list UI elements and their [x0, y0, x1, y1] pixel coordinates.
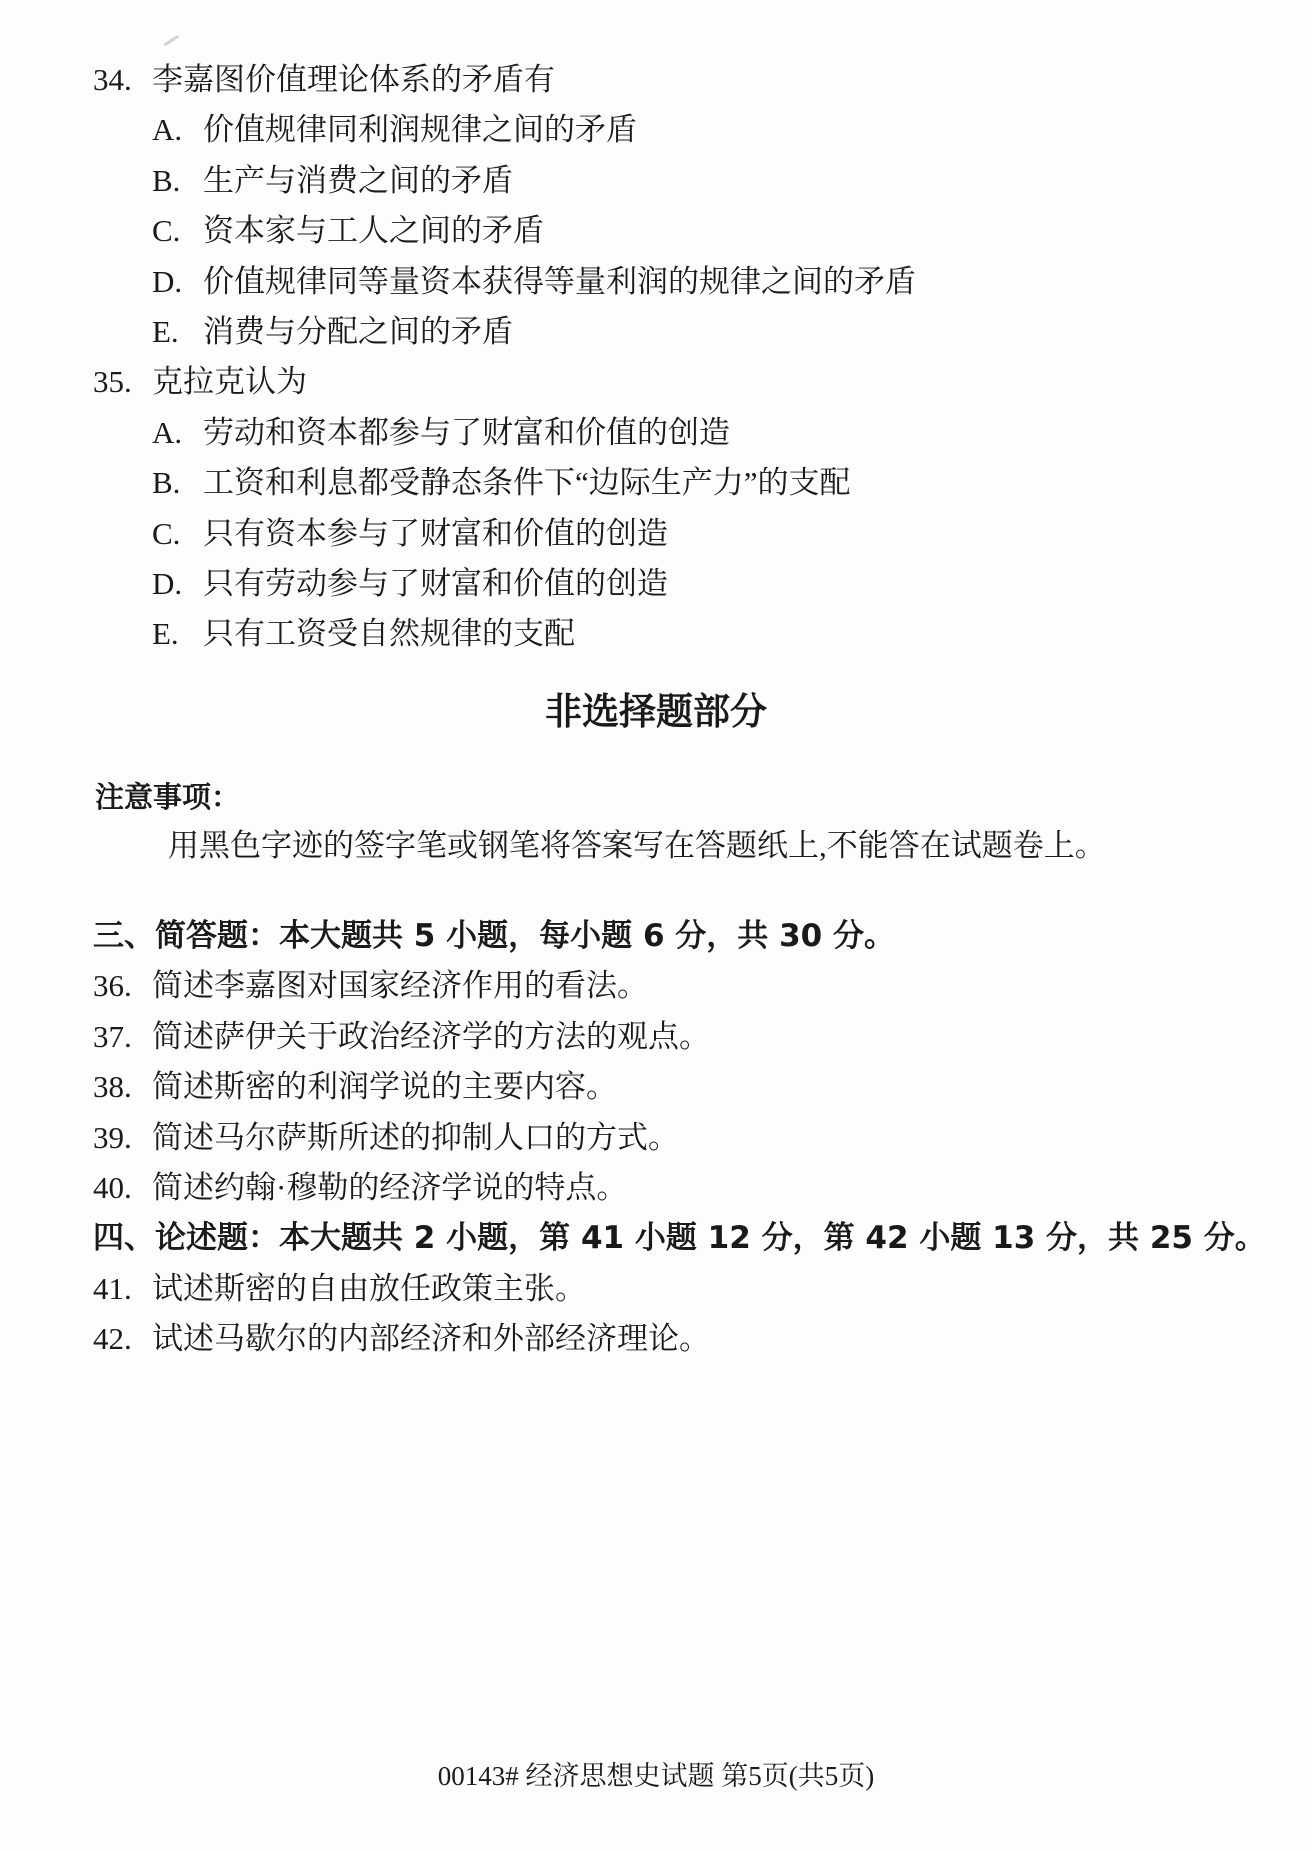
option-label: A. — [152, 112, 183, 148]
question-number: 36. — [93, 968, 132, 1004]
option-row — [0, 408, 1312, 458]
scan-smudge — [164, 35, 180, 47]
option-text: 劳动和资本都参与了财富和价值的创造 — [203, 414, 730, 450]
option-row — [0, 105, 1312, 155]
option-row — [0, 509, 1312, 559]
question-text: 简述约翰·穆勒的经济学说的特点。 — [152, 1169, 628, 1205]
option-label: B. — [152, 162, 181, 198]
option-row — [0, 307, 1312, 357]
option-row — [0, 559, 1312, 609]
option-text: 消费与分配之间的矛盾 — [203, 313, 513, 349]
question-text: 简述斯密的利润学说的主要内容。 — [152, 1069, 617, 1105]
question-number: 42. — [93, 1321, 132, 1357]
essay-question-row — [0, 1264, 1312, 1314]
question-number: 37. — [93, 1018, 132, 1054]
multiple-choice-block — [0, 55, 1312, 660]
question-number: 40. — [93, 1169, 132, 1205]
question-stem: 李嘉图价值理论体系的矛盾有 — [152, 62, 555, 97]
short-question-row — [0, 961, 1312, 1011]
short-question-row — [0, 1113, 1312, 1163]
question-text: 简述萨伊关于政治经济学的方法的观点。 — [152, 1018, 710, 1054]
page-footer: 00143# 经济思想史试题 第5页(共5页) — [437, 1761, 875, 1791]
question-number: 34. — [93, 62, 132, 97]
essay-question-row — [0, 1314, 1312, 1364]
option-label: B. — [152, 465, 181, 501]
question-stem: 克拉克认为 — [152, 364, 307, 400]
section-b-heading: 非选择题部分 — [545, 690, 767, 733]
option-row — [0, 609, 1312, 659]
question-number: 35. — [93, 364, 132, 400]
option-text: 工资和利息都受静态条件下“边际生产力”的支配 — [203, 465, 851, 501]
option-text: 生产与消费之间的矛盾 — [203, 162, 513, 198]
question-text: 简述李嘉图对国家经济作用的看法。 — [152, 968, 648, 1004]
option-row — [0, 206, 1312, 256]
question-text: 试述马歇尔的内部经济和外部经济理论。 — [152, 1321, 710, 1357]
option-row — [0, 156, 1312, 206]
option-label: C. — [152, 213, 181, 249]
section4-header: 四、论述题：本大题共 2 小题，第 41 小题 12 分，第 42 小题 13 分，共 25 分。 — [93, 1220, 1266, 1257]
section3-header: 三、简答题：本大题共 5 小题，每小题 6 分，共 30 分。 — [93, 918, 896, 954]
option-text: 只有劳动参与了财富和价值的创造 — [203, 565, 668, 601]
option-row — [0, 458, 1312, 508]
question-row — [0, 357, 1312, 407]
option-text: 资本家与工人之间的矛盾 — [203, 213, 544, 249]
question-number: 38. — [93, 1069, 132, 1105]
option-label: C. — [152, 515, 181, 551]
option-text: 价值规律同等量资本获得等量利润的规律之间的矛盾 — [203, 263, 916, 299]
option-text: 价值规律同利润规律之间的矛盾 — [203, 112, 637, 148]
option-label: D. — [152, 263, 183, 299]
notice-body: 用黑色字迹的签字笔或钢笔将答案写在答题纸上,不能答在试题卷上。 — [168, 828, 1106, 863]
short-question-row — [0, 1163, 1312, 1213]
subjective-sections-block — [0, 911, 1312, 1365]
question-text: 试述斯密的自由放任政策主张。 — [152, 1270, 586, 1306]
question-row — [0, 55, 1312, 105]
notice-title: 注意事项： — [95, 780, 241, 814]
option-row — [0, 257, 1312, 307]
option-label: A. — [152, 414, 183, 450]
short-question-row — [0, 1062, 1312, 1112]
short-question-row — [0, 1012, 1312, 1062]
option-label: E. — [152, 313, 179, 349]
question-text: 简述马尔萨斯所述的抑制人口的方式。 — [152, 1119, 679, 1155]
option-text: 只有资本参与了财富和价值的创造 — [203, 515, 668, 551]
option-label: D. — [152, 565, 183, 601]
option-text: 只有工资受自然规律的支配 — [203, 616, 575, 652]
question-number: 41. — [93, 1270, 132, 1306]
option-label: E. — [152, 616, 179, 652]
question-number: 39. — [93, 1119, 132, 1155]
